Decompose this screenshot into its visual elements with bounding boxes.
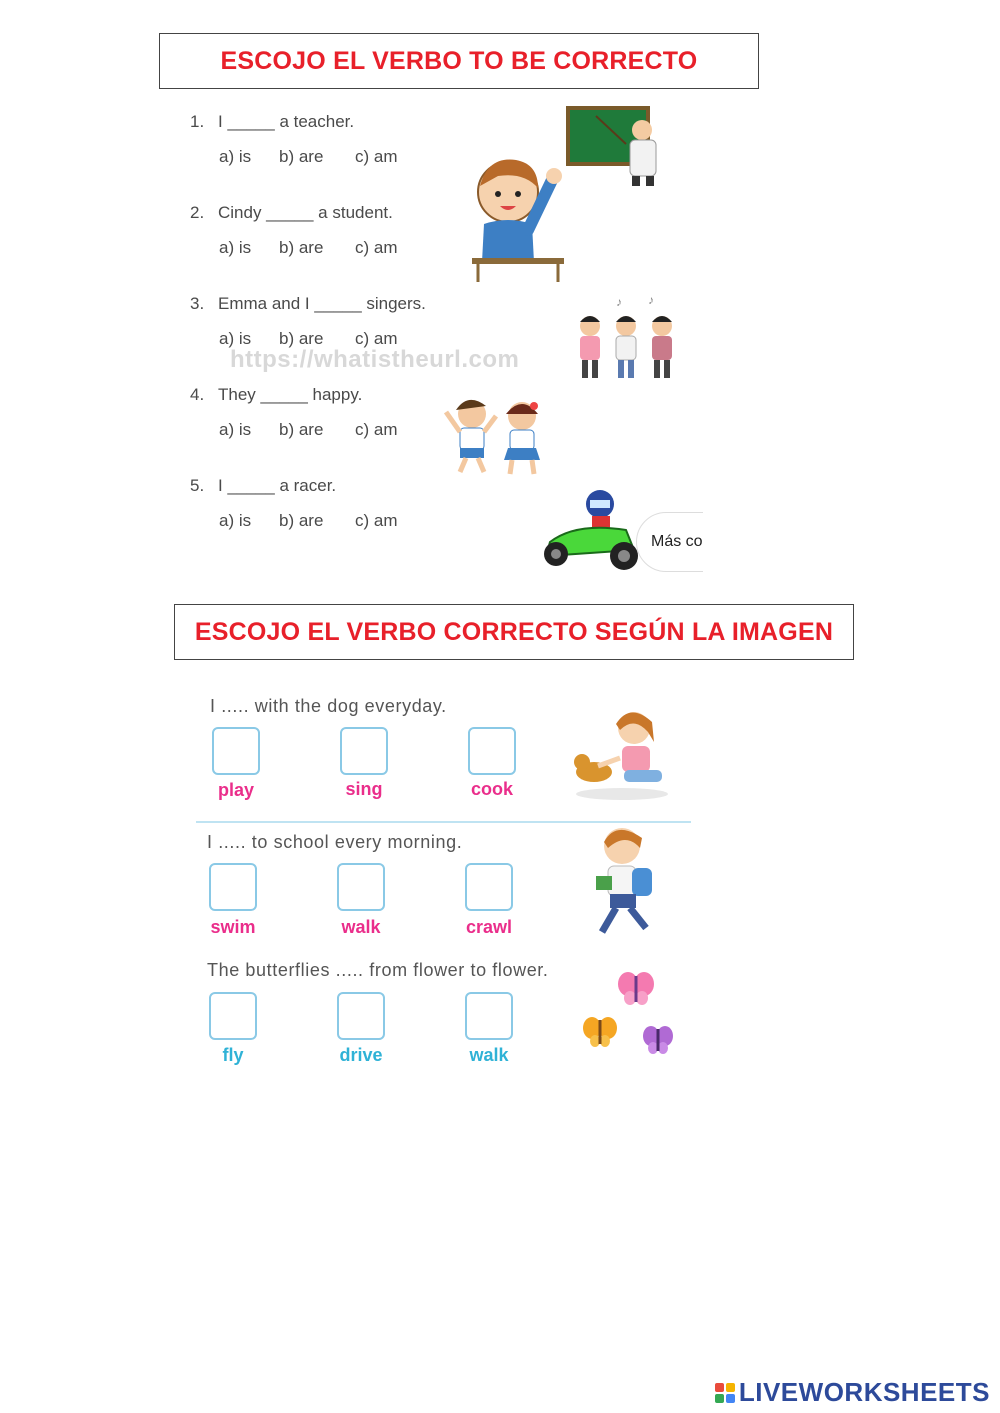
question-2: 2. Cindy _____ a student. (190, 203, 393, 222)
checkbox-fly[interactable] (209, 992, 257, 1040)
racer-illustration (536, 486, 640, 574)
boy-school-illustration (586, 822, 666, 940)
option-crawl: crawl (465, 917, 513, 937)
sentence-1: I ..... with the dog everyday. (210, 696, 447, 716)
teacher-illustration (566, 104, 670, 190)
option-a[interactable]: a) is (219, 329, 252, 348)
question-1-options (219, 147, 398, 167)
option-walk-3: walk (469, 1045, 509, 1065)
checkbox-swim[interactable] (209, 863, 257, 911)
option-b[interactable]: b) are (279, 238, 324, 257)
section1-title: ESCOJO EL VERBO TO BE CORRECTO (220, 46, 698, 75)
checkbox-play[interactable] (212, 727, 260, 775)
svg-text:♪: ♪ (616, 295, 622, 309)
option-b[interactable]: b) are (279, 147, 324, 166)
option-drive: drive (339, 1045, 383, 1065)
section2-title: ESCOJO EL VERBO CORRECTO SEGÚN LA IMAGEN (194, 617, 834, 646)
question-5-options (219, 511, 398, 531)
option-swim: swim (210, 917, 256, 937)
option-a[interactable]: a) is (219, 511, 252, 530)
question-3: 3. Emma and I _____ singers. (190, 294, 426, 313)
question-5: 5. I _____ a racer. (190, 476, 337, 495)
checkbox-crawl[interactable] (465, 863, 513, 911)
sentence-2: I ..... to school every morning. (207, 832, 463, 852)
option-a[interactable]: a) is (219, 147, 252, 166)
student-illustration (468, 150, 568, 284)
section2-title-box (174, 604, 854, 660)
watermark: https://whatistheurl.com (230, 346, 520, 373)
happy-kids-illustration (442, 392, 552, 478)
option-b[interactable]: b) are (279, 420, 324, 439)
option-c[interactable]: c) am (355, 511, 398, 530)
checkbox-sing[interactable] (340, 727, 388, 775)
option-a[interactable]: a) is (219, 420, 252, 439)
section1-title-box (159, 33, 759, 89)
svg-text:♪: ♪ (648, 294, 654, 307)
option-b[interactable]: b) are (279, 329, 324, 348)
option-walk: walk (341, 917, 381, 937)
question-4: 4. They _____ happy. (190, 385, 363, 404)
singers-illustration (572, 294, 680, 384)
brand-name: LIVEWORKSHEETS (738, 1377, 990, 1407)
more-button[interactable]: Más co (636, 512, 716, 572)
girl-dog-illustration (570, 702, 674, 802)
option-c[interactable]: c) am (355, 238, 398, 257)
option-c[interactable]: c) am (355, 329, 398, 348)
butterflies-illustration (578, 966, 678, 1060)
logo-mark-icon (715, 1383, 735, 1403)
option-sing: sing (345, 779, 383, 799)
option-fly: fly (222, 1045, 244, 1065)
option-b[interactable]: b) are (279, 511, 324, 530)
option-a[interactable]: a) is (219, 238, 252, 257)
option-c[interactable]: c) am (355, 420, 398, 439)
option-c[interactable]: c) am (355, 147, 398, 166)
option-cook: cook (470, 779, 513, 799)
question-2-options (219, 238, 398, 258)
sentence-3: The butterflies ..... from flower to flower. (207, 960, 549, 980)
option-play: play (217, 780, 255, 800)
checkbox-drive[interactable] (337, 992, 385, 1040)
image-crop-edge (703, 505, 733, 575)
checkbox-cook[interactable] (468, 727, 516, 775)
checkbox-walk[interactable] (337, 863, 385, 911)
question-1: 1. I _____ a teacher. (190, 112, 355, 131)
question-4-options (219, 420, 398, 440)
liveworksheets-logo (715, 1377, 990, 1408)
checkbox-walk-2[interactable] (465, 992, 513, 1040)
